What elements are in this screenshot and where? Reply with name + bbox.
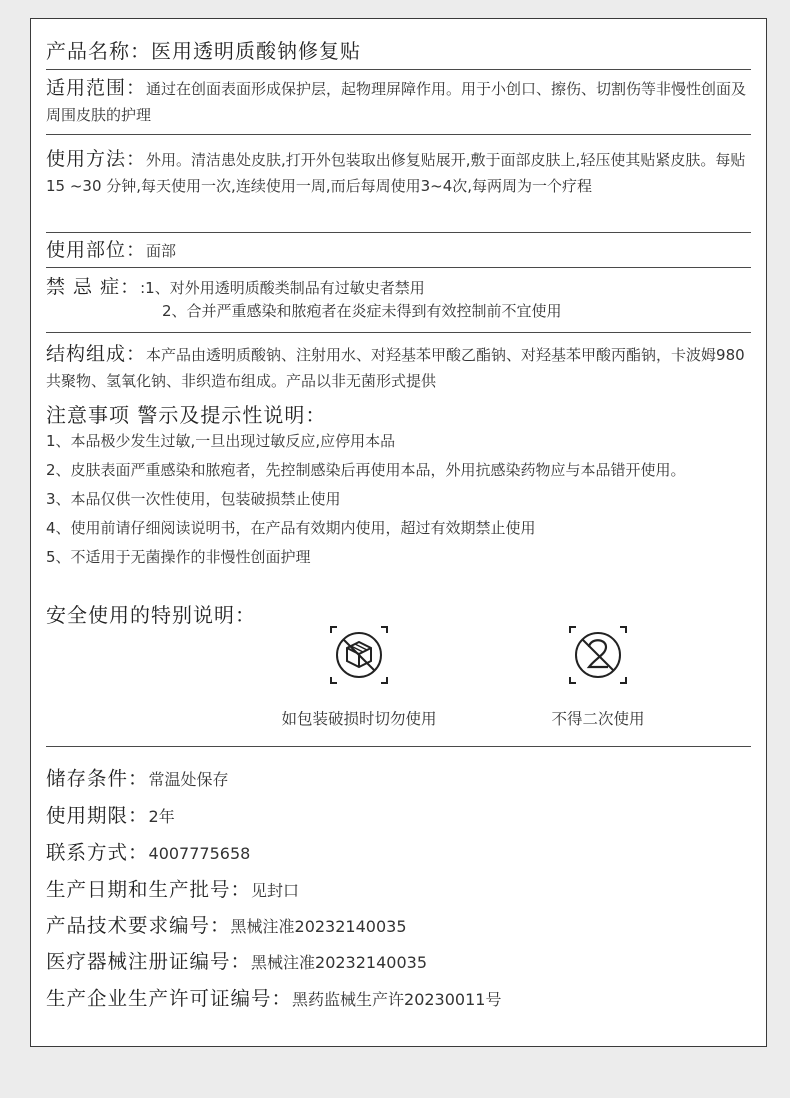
storage-value: 常温处保存 (148, 770, 229, 789)
damaged-package-icon (329, 625, 389, 685)
contra-item-1: :1、对外用透明质酸类制品有过敏史者禁用 (140, 279, 425, 297)
tech-req-label: 产品技术要求编号： (46, 914, 231, 937)
do-not-reuse-caption: 不得二次使用 (551, 710, 645, 728)
notes-list (46, 428, 751, 570)
composition-text: 本产品由透明质酸钠、注射用水、对羟基苯甲酸乙酯钠、对羟基苯甲酸丙酯钠，卡波姆980共聚物、氢氧化钠、非织造布组成。产品以非无菌形式提供 (46, 346, 745, 390)
note-item: 4、使用前请仔细阅读说明书，在产品有效期内使用，超过有效期禁止使用 (46, 519, 536, 537)
composition-label: 结构组成： (46, 343, 147, 365)
contact-row (46, 837, 250, 865)
product-name-value: 医用透明质酸钠修复贴 (151, 39, 361, 63)
scope-section (46, 73, 751, 135)
notes-title: 注意事项 警示及提示性说明： (46, 403, 327, 427)
usage-text: 外用。清洁患处皮肤,打开外包装取出修复贴展开,敷于面部皮肤上,轻压使其贴紧皮肤。每贴15 ~30 分钟,每天使用一次,连续使用一周,而后每周使用3~4次,每两周为一个疗程 (46, 151, 746, 195)
note-item: 2、皮肤表面严重感染和脓疱者，先控制感染后再使用本品，外用抗感染药物应与本品错开使用。 (46, 461, 686, 479)
contra-label: 禁 忌 症： (46, 276, 141, 298)
contact-value: 4007775658 (148, 844, 251, 863)
note-item: 3、本品仅供一次性使用，包装破损禁止使用 (46, 490, 341, 508)
contra-item-2: 2、合并严重感染和脓疱者在炎症未得到有效控制前不宜使用 (162, 302, 562, 320)
license-label: 生产企业生产许可证编号： (46, 987, 293, 1010)
shelf-life-row (46, 800, 175, 828)
instruction-card (30, 18, 767, 1047)
license-value: 黑药监械生产许20230011号 (292, 990, 502, 1009)
usage-label: 使用方法： (46, 148, 147, 170)
registration-label: 医疗器械注册证编号： (46, 950, 252, 973)
safety-title: 安全使用的特别说明： (46, 603, 256, 627)
batch-value: 见封口 (251, 881, 300, 900)
composition-section (46, 341, 751, 394)
license-row (46, 983, 501, 1011)
site-value: 面部 (146, 242, 177, 260)
product-name-label: 产品名称： (46, 39, 151, 63)
divider (46, 746, 751, 747)
do-not-reuse-icon (568, 625, 628, 685)
batch-label: 生产日期和生产批号： (46, 878, 252, 901)
contra-section (46, 272, 751, 333)
tech-req-row (46, 910, 407, 938)
site-label: 使用部位： (46, 239, 147, 261)
batch-row (46, 874, 299, 902)
storage-label: 储存条件： (46, 767, 149, 790)
damaged-package-caption: 如包装破损时切勿使用 (281, 710, 437, 728)
note-item: 1、本品极少发生过敏,一旦出现过敏反应,应停用本品 (46, 432, 396, 450)
registration-row (46, 946, 427, 974)
product-name-section (46, 35, 751, 70)
scope-text: 通过在创面表面形成保护层，起物理屏障作用。用于小创口、擦伤、切割伤等非慢性创面及周围皮肤的护理 (46, 80, 747, 124)
usage-section (46, 144, 751, 233)
site-section (46, 235, 751, 268)
shelf-life-value: 2年 (148, 807, 175, 826)
scope-label: 适用范围： (46, 77, 147, 99)
storage-row (46, 763, 229, 791)
shelf-life-label: 使用期限： (46, 804, 149, 827)
contact-label: 联系方式： (46, 841, 149, 864)
note-item: 5、不适用于无菌操作的非慢性创面护理 (46, 548, 311, 566)
tech-req-value: 黑械注准20232140035 (230, 917, 407, 936)
registration-value: 黑械注准20232140035 (251, 953, 427, 972)
